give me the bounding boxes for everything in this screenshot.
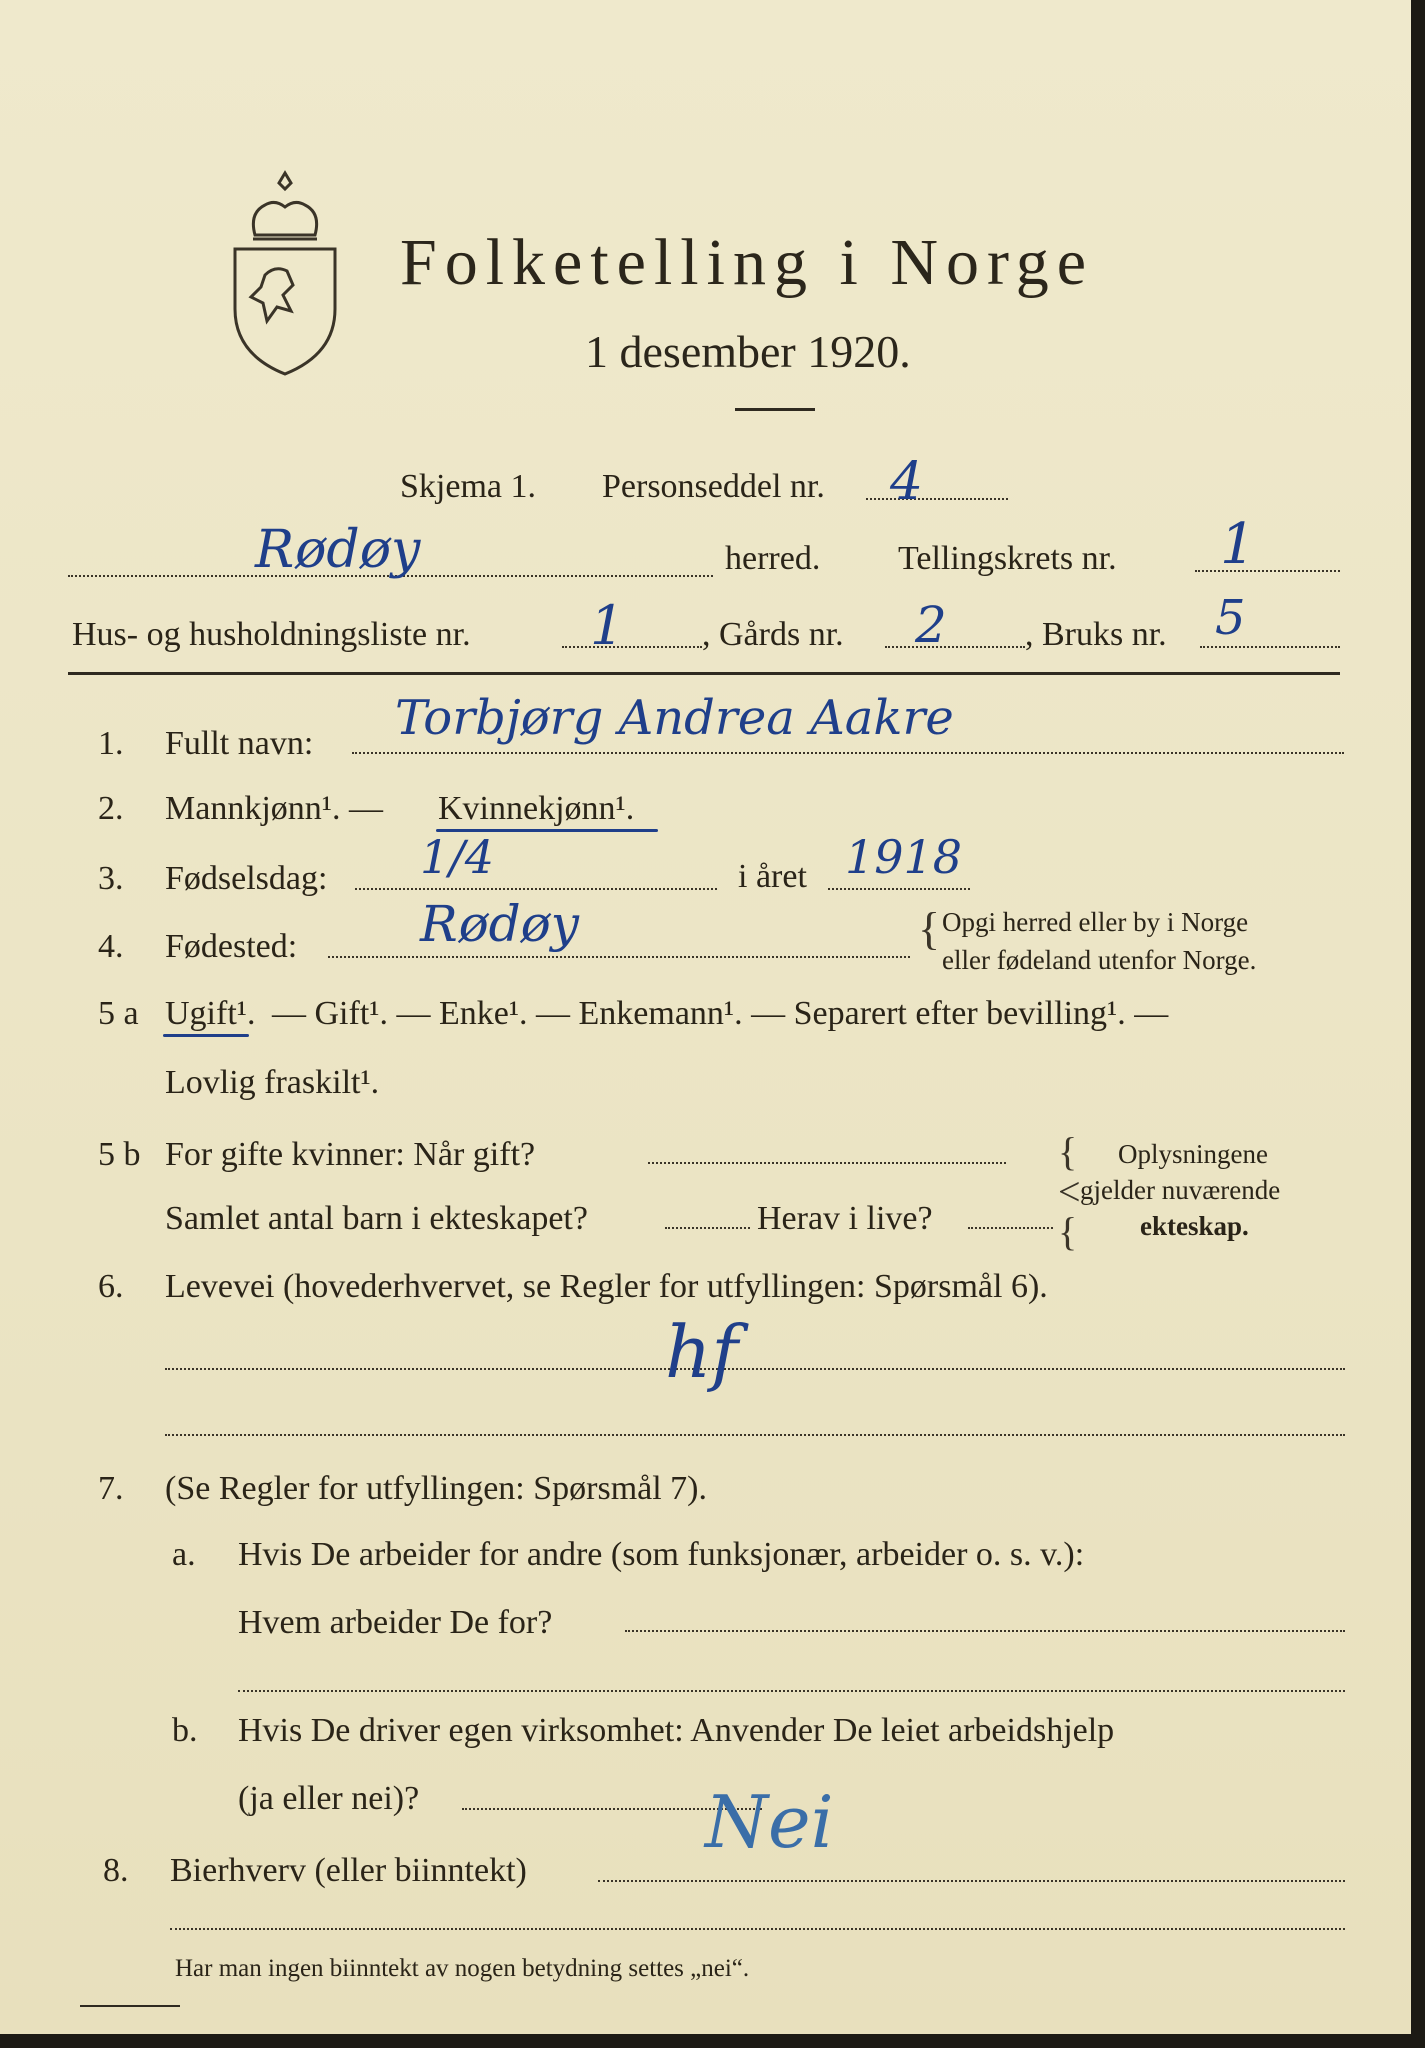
- q2-mannkjonn[interactable]: Mannkjønn¹. —: [165, 790, 383, 827]
- gards-label: , Gårds nr.: [702, 616, 844, 653]
- q4-label: Fødested:: [165, 928, 298, 965]
- q8-number: 8.: [103, 1852, 129, 1889]
- q1-number: 1.: [98, 725, 124, 762]
- q5a-ugift-underline: [163, 1034, 249, 1037]
- q3-value-year[interactable]: 1918: [845, 830, 963, 884]
- q5b-herav-dots: [968, 1227, 1053, 1229]
- q5b-line2b: Herav i live?: [757, 1200, 933, 1237]
- skjema-label: Skjema 1.: [400, 468, 536, 505]
- q5b-naar-gift-dots: [648, 1162, 1006, 1164]
- q4-number: 4.: [98, 928, 124, 965]
- footer-rule: [80, 2005, 180, 2007]
- q7-number: 7.: [98, 1470, 124, 1507]
- q7a-line2: Hvem arbeider De for?: [238, 1604, 553, 1641]
- q3-number: 3.: [98, 860, 124, 897]
- personseddel-dots: [866, 498, 1008, 500]
- q6-value-occupation[interactable]: hf: [665, 1310, 739, 1394]
- tellingskrets-label: Tellingskrets nr.: [898, 540, 1117, 577]
- q4-note-line2: eller fødeland utenfor Norge.: [942, 945, 1257, 975]
- q3-label: Fødselsdag:: [165, 860, 328, 897]
- q8-label: Bierhverv (eller biinntekt): [170, 1852, 527, 1889]
- q7a-dots: [625, 1630, 1345, 1632]
- header-rule: [68, 672, 1340, 675]
- q7b-line1: Hvis De driver egen virksomhet: Anvender De leiet arbeidshjelp: [238, 1712, 1115, 1749]
- q4-dots: [328, 956, 910, 958]
- q7-label: (Se Regler for utfyllingen: Spørsmål 7).: [165, 1470, 708, 1507]
- q1-dots: [352, 752, 1344, 754]
- q5b-note-line1: Oplysningene: [1118, 1139, 1268, 1169]
- q3-value-birthday[interactable]: 1/4: [420, 830, 495, 884]
- tellingskrets-value[interactable]: 1: [1220, 512, 1256, 577]
- q2-number: 2.: [98, 790, 124, 827]
- q6-dots-line2: [165, 1434, 1345, 1436]
- form-title: Folketelling i Norge: [400, 226, 1095, 299]
- q8-dots-line2: [170, 1928, 1345, 1930]
- q1-label: Fullt navn:: [165, 725, 314, 762]
- q4-note-line1: Opgi herred eller by i Norge: [942, 907, 1249, 937]
- personseddel-value[interactable]: 4: [890, 452, 924, 512]
- bruks-label: , Bruks nr.: [1025, 616, 1167, 653]
- q3-aaret-dots: [828, 888, 970, 890]
- q5b-line2a: Samlet antal barn i ekteskapet?: [165, 1200, 588, 1237]
- personseddel-label: Personseddel nr.: [602, 468, 825, 505]
- footer-note: Har man ingen biinntekt av nogen betydning settes „nei“.: [175, 1955, 750, 1982]
- q5b-note-brace: { < {: [1058, 1129, 1081, 1254]
- q7b-line2: (ja eller nei)?: [238, 1780, 420, 1817]
- bruks-dots: [1200, 646, 1340, 648]
- q6-number: 6.: [98, 1268, 124, 1305]
- q2-kvinnekjonn[interactable]: Kvinnekjønn¹.: [438, 790, 635, 827]
- q5a-number: 5 a: [98, 995, 139, 1032]
- q5b-line1: For gifte kvinner: Når gift?: [165, 1136, 536, 1173]
- q1-value-fullname[interactable]: Torbjørg Andrea Aakre: [395, 690, 954, 746]
- q8-dots: [598, 1880, 1345, 1882]
- q7b-letter: b.: [172, 1712, 198, 1749]
- herred-label: herred.: [725, 540, 821, 577]
- norway-coat-of-arms-icon: [225, 165, 345, 380]
- form-subtitle: 1 desember 1920.: [585, 326, 911, 377]
- hus-dots: [562, 646, 702, 648]
- q4-note-brace: {: [918, 903, 941, 954]
- q4-value-birthplace[interactable]: Rødøy: [420, 895, 580, 953]
- hus-label: Hus- og husholdningsliste nr.: [72, 616, 471, 653]
- q6-dots-line1: [165, 1368, 1345, 1370]
- q5a-ugift[interactable]: Ugift¹.: [165, 995, 256, 1032]
- q7a-line1: Hvis De arbeider for andre (som funksjonær, arbeider o. s. v.):: [238, 1536, 1085, 1573]
- q5a-lovlig-fraskilt[interactable]: Lovlig fraskilt¹.: [165, 1064, 380, 1101]
- q3-aaret-label: i året: [738, 858, 807, 895]
- tellingskrets-dots: [1195, 570, 1340, 572]
- bruks-value[interactable]: 5: [1215, 590, 1246, 646]
- q5b-note-line3: ekteskap.: [1140, 1211, 1249, 1241]
- q8-value-side-income[interactable]: Nei: [705, 1780, 834, 1864]
- q5b-number: 5 b: [98, 1136, 141, 1173]
- q7a-dots-line2: [238, 1690, 1345, 1692]
- q7a-letter: a.: [172, 1536, 196, 1573]
- hus-value[interactable]: 1: [590, 594, 625, 657]
- gards-dots: [885, 646, 1025, 648]
- q5a-other-options[interactable]: — Gift¹. — Enke¹. — Enkemann¹. — Separert efter bevilling¹. —: [272, 995, 1169, 1032]
- gards-value[interactable]: 2: [915, 596, 947, 654]
- q3-dots: [355, 888, 717, 890]
- q5b-note-line2: gjelder nuværende: [1080, 1175, 1281, 1205]
- herred-value[interactable]: Rødøy: [255, 520, 421, 580]
- title-divider: [735, 408, 815, 411]
- q5b-antal-dots: [665, 1227, 750, 1229]
- q6-label: Levevei (hovederhvervet, se Regler for utfyllingen: Spørsmål 6).: [165, 1268, 1048, 1305]
